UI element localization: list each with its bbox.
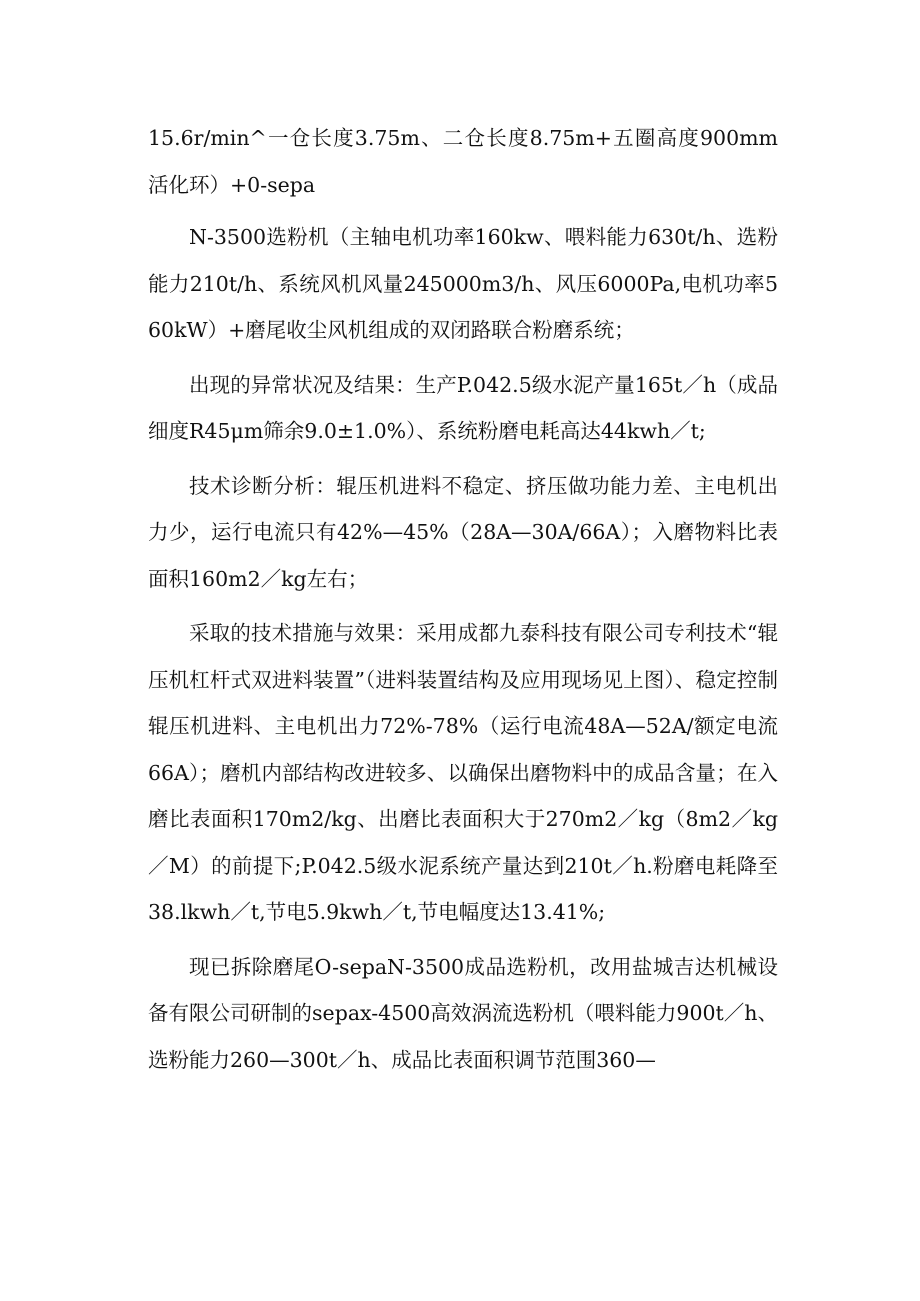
paragraph-replacement: 现已拆除磨尾O-sepaN-3500成品选粉机，改用盐城吉达机械设备有限公司研制的sepax-4500高效涡流选粉机（喂料能力900t／h、选粉能力260—300t／h、成品比表面积调节范围360— bbox=[148, 954, 778, 1072]
paragraph-continuation: 15.6r/min^一仓长度3.75m、二仓长度8.75m+五圈高度900mm活化环）+0-sepa bbox=[148, 126, 778, 197]
paragraph-measures: 采取的技术措施与效果：采用成都九泰科技有限公司专利技术“辊压机杠杆式双进料装置”（进料装置结构及应用现场见上图）、稳定控制辊压机进料、主电机出力72%-78%（运行电流48A—52A/额定电流66A）；磨机内部结构改进较多、以确保出磨物料中的成品含量；在入磨比表面积170m2/kg、出磨比表面积大于270m2／kg（8m2／kg／M）的前提下;P.042.5级水泥系统产量达到210t／h.粉磨电耗降至38.lkwh／t,节电5.9kwh／t,节电幅度达13.41%; bbox=[148, 621, 778, 924]
paragraph-diagnosis: 技术诊断分析：辊压机进料不稳定、挤压做功能力差、主电机出力少，运行电流只有42%—45%（28A—30A/66A）；入磨物料比表面积160m2／kg左右； bbox=[148, 473, 778, 591]
paragraph-abnormal-results: 出现的异常状况及结果：生产P.042.5级水泥产量165t／h（成品细度R45μm筛余9.0±1.0%）、系统粉磨电耗高达44kwh／t; bbox=[148, 372, 778, 443]
paragraph-separator-specs: N-3500选粉机（主轴电机功率160kw、喂料能力630t/h、选粉能力210t/h、系统风机风量245000m3/h、风压6000Pa,电机功率560kW）+磨尾收尘风机组成的双闭路联合粉磨系统； bbox=[148, 225, 778, 342]
document-body bbox=[148, 115, 778, 1091]
